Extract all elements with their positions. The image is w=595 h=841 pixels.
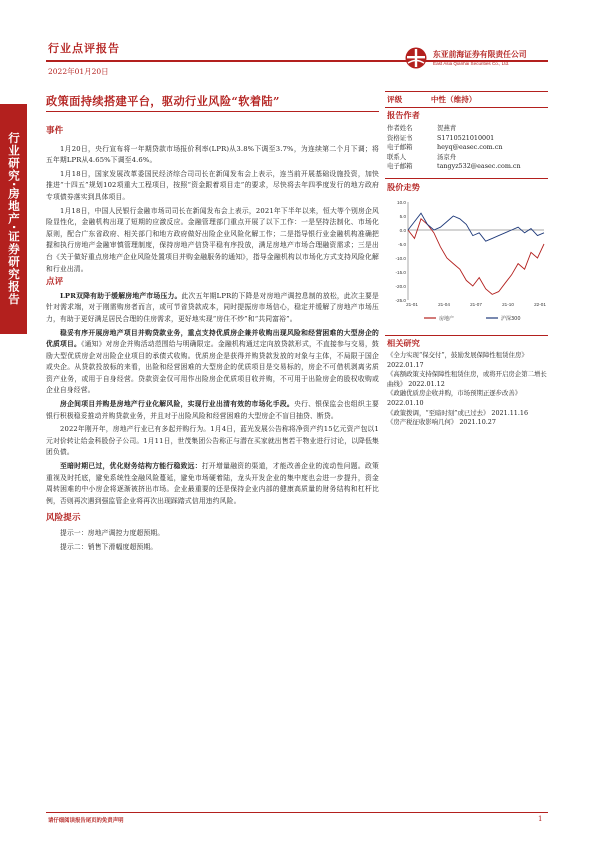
related-report-link[interactable]: 《高额政策支持保障性租赁住房，或将开启房企第二增长曲线》 2022.01.12 — [387, 370, 547, 388]
company-name-en: East Asia Qianhai Securities Co., Ltd. — [433, 61, 510, 66]
legend-label: 房地产 — [439, 316, 455, 322]
analyst-row-label: 联系人 — [387, 152, 407, 161]
analyst-row-value: S1710521010001 — [437, 133, 495, 142]
analyst-email-link[interactable]: heyq@easec.com.cn — [437, 143, 503, 152]
risk-item: 提示二：销售下滑幅度超预期。 — [60, 542, 158, 551]
x-tick-label: 21-01 — [406, 302, 418, 307]
y-tick-label: -15.0 — [395, 270, 406, 275]
analyst-section-title: 报告作者 — [387, 110, 420, 120]
page-title: 政策面持续搭建平台，驱动行业风险“软着陆” — [46, 94, 280, 108]
para-text: 此次五年期LPR的下降是对房地产调控息制的放松，此次主要是针对需求端，对于刚需购房者而言，或可节省贷款成本，同时提振房市场信心，稳定并缓解了房地产市场压力，有助于更好满足居民合理的住房需求，更好地实现“房住不炒”和“共同富裕”。 — [46, 291, 379, 323]
para-lead: 至暗时期已过，优化财务结构方能行稳致远： — [60, 462, 202, 471]
rating-label: 评级 — [387, 95, 403, 104]
analyst-row-label: 电子邮箱 — [387, 162, 413, 171]
page-number: 1 — [538, 815, 543, 823]
category-banner — [0, 104, 27, 334]
x-tick-label: 21-04 — [438, 302, 450, 307]
para-text: 《通知》对房企并购活动范围给与明确限定。金融机构通过定向放贷款形式，不直接参与交易，鼓励大型优质房企对出险企业项目的承债式收购。优质房企是获得并购贷款发放的对象与主体，不局限于国企或央企。从贷款投放标的来看，出险和经营困难的大型房企的优质项目是交易标的，房企不可借机剥离劣质资产业务，或用于自身经营。贷款资金仅可用作出险房企优质项目收并购，不可用于出险房企的股权收购或企业自身经营。 — [46, 340, 379, 395]
analyst-row-label: 资格证书 — [387, 133, 413, 142]
category-banner-text: 行业研究·房地产·证券研究报告 — [7, 132, 21, 306]
analyst-row-label: 作者姓名 — [387, 124, 413, 132]
report-date: 2022年01月20日 — [48, 67, 109, 76]
stock-chart — [386, 196, 548, 332]
para-text: 央行、银保监会也组织主要银行积极稳妥推动并购贷款业务，并且对于出险风险和经营困难的大型房企不盲目抽贷、断贷。 — [46, 400, 379, 420]
series-line-1 — [408, 213, 544, 241]
stock-chart-title: 股价走势 — [387, 182, 420, 192]
related-report-link[interactable]: 《政融优质房企收并购，市场预期正逐步改善》 2022.01.10 — [387, 389, 522, 407]
analyst-row-value: 贺燕青 — [437, 124, 457, 132]
analyst-divider — [385, 178, 548, 179]
analyst-info — [387, 124, 549, 172]
section-event-heading: 事件 — [46, 126, 64, 136]
rating-value: 中性（维持） — [430, 95, 477, 104]
event-para: 1月20日，央行宣布将一年期贷款市场报价利率(LPR)从3.8%下调至3.7%，为连续第二个月下调；将五年期LPR从4.65%下调至4.6%。 — [46, 144, 379, 165]
comment-para: 2022年刚开年，房地产行业已有多起并购行为。1月4日，蓝光发展公告称将净资产约15亿元资产包以1元对价转让给金科股份子公司。1月11日，世茂集团公告称正与潜在买家就出售若干物业进行讨论，以降低集团负债。 — [46, 425, 379, 457]
related-report-link[interactable]: 《房产税征收影响几何》 2021.10.27 — [387, 418, 496, 427]
x-tick-label: 21-10 — [502, 302, 514, 307]
chart-divider — [385, 335, 548, 336]
rating-row — [387, 94, 476, 105]
legend-label: 沪深300 — [501, 316, 521, 322]
analyst-row — [387, 134, 549, 144]
para-lead: 房企间项目并购是房地产行业化解风险，实现行业出清有效的市场化手段。 — [60, 400, 295, 409]
comment-para — [46, 461, 379, 507]
para-lead: 稳妥有序开展房地产项目并购贷款业务，重点支持优质房企兼并收购出现风险和经营困难的大型房企的优质项目。 — [46, 328, 379, 349]
rating-divider — [385, 107, 548, 108]
x-tick-label: 22-01 — [534, 302, 546, 307]
section-comment-heading: 点评 — [46, 277, 64, 288]
related-section-title: 相关研究 — [387, 338, 420, 348]
analyst-row — [387, 153, 549, 163]
sidebar-top-divider — [385, 91, 548, 92]
event-para: 1月18日，中国人民银行金融市场司司长在新闻发布会上表示，2021年下半年以来，恒大等个别房企风险显性化，金融机构出现了短期的应激反应。金融管理部门重点开展了以下工作：一是坚持法制化、市场化原则，配合广东省政府、相关部门和地方政府做好出险企业风险化解工作；二是指导银行业金融机构准确把握和执行房地产金融审慎管理制度，保持房地产信贷平稳有序投放，满足房地产市场合理融资需求；三是出台《关于做好重点房地产企业风险处置项目并购金融服务的通知》，指导金融机构以市场化方式支持风险化解和行业出清。 — [46, 206, 379, 273]
title-divider — [46, 111, 379, 112]
comment-para — [46, 399, 379, 422]
analyst-row — [387, 124, 549, 134]
footer-disclaimer: 请仔细阅读报告尾页的免责声明 — [48, 818, 124, 824]
contact-email-link[interactable]: tangyz532@easec.com.cn — [437, 162, 521, 171]
stock-chart-svg — [386, 196, 548, 332]
y-tick-label: 5.0 — [399, 214, 406, 219]
comment-para — [46, 291, 379, 326]
comment-para — [46, 328, 379, 398]
analyst-row-label: 电子邮箱 — [387, 143, 413, 152]
para-text: 打开增量融资的渠道，才能改善企业的流动性问题。政策重视及时托底，避免系统性金融风险蔓延，避免市场硬着陆，龙头开发企业的集中度也会进一步提升，资金周转困难的中小房企将逐渐被挤出市场。企业最重要的还是保持企业内部的健康高质量的财务结构和杠杆比例，否则再次遇到强监管企业将再次出现踩踏式信用违约风险。 — [46, 462, 380, 505]
x-tick-label: 21-07 — [470, 302, 482, 307]
analyst-row — [387, 143, 549, 153]
y-tick-label: -25.0 — [395, 298, 406, 303]
related-report-link[interactable]: 《全力实现“保交付”，鼓励发展保障性租赁住房》 2022.01.17 — [387, 351, 528, 369]
main-body — [46, 126, 379, 555]
footer-divider — [46, 812, 548, 813]
y-tick-label: -20.0 — [395, 284, 406, 289]
y-tick-label: 0.0 — [399, 228, 406, 233]
y-tick-label: -10.0 — [395, 256, 406, 261]
company-logo — [402, 46, 430, 70]
para-lead: LPR双降有助于缓解房地产市场压力。 — [60, 291, 182, 300]
y-tick-label: -5.0 — [398, 242, 406, 247]
analyst-row-value: 汤京舟 — [437, 152, 457, 161]
event-para: 1月18日，国家发展改革委国民经济综合司司长在新闻发布会上表示，连当前开展基础设施投资，加快推进“十四五”规划102项重大工程项目，按照“资金跟着项目走”的要求，尽快将去年四季度发行的地方政府专项债券落实到具体项目。 — [46, 169, 379, 201]
related-report-link[interactable]: 《政策拨调，“至暗时刻”或已过去》 2021.11.16 — [387, 408, 529, 417]
logo-mark-icon — [402, 46, 430, 70]
related-list — [387, 351, 547, 428]
y-tick-label: 10.0 — [397, 200, 406, 205]
company-name-cn: 东亚前海证券有限责任公司 — [433, 50, 527, 59]
risk-item: 提示一：房地产调控力度超预期。 — [60, 529, 165, 537]
report-type: 行业点评报告 — [48, 42, 120, 55]
analyst-row — [387, 162, 549, 172]
section-risk-heading: 风险提示 — [46, 513, 81, 524]
